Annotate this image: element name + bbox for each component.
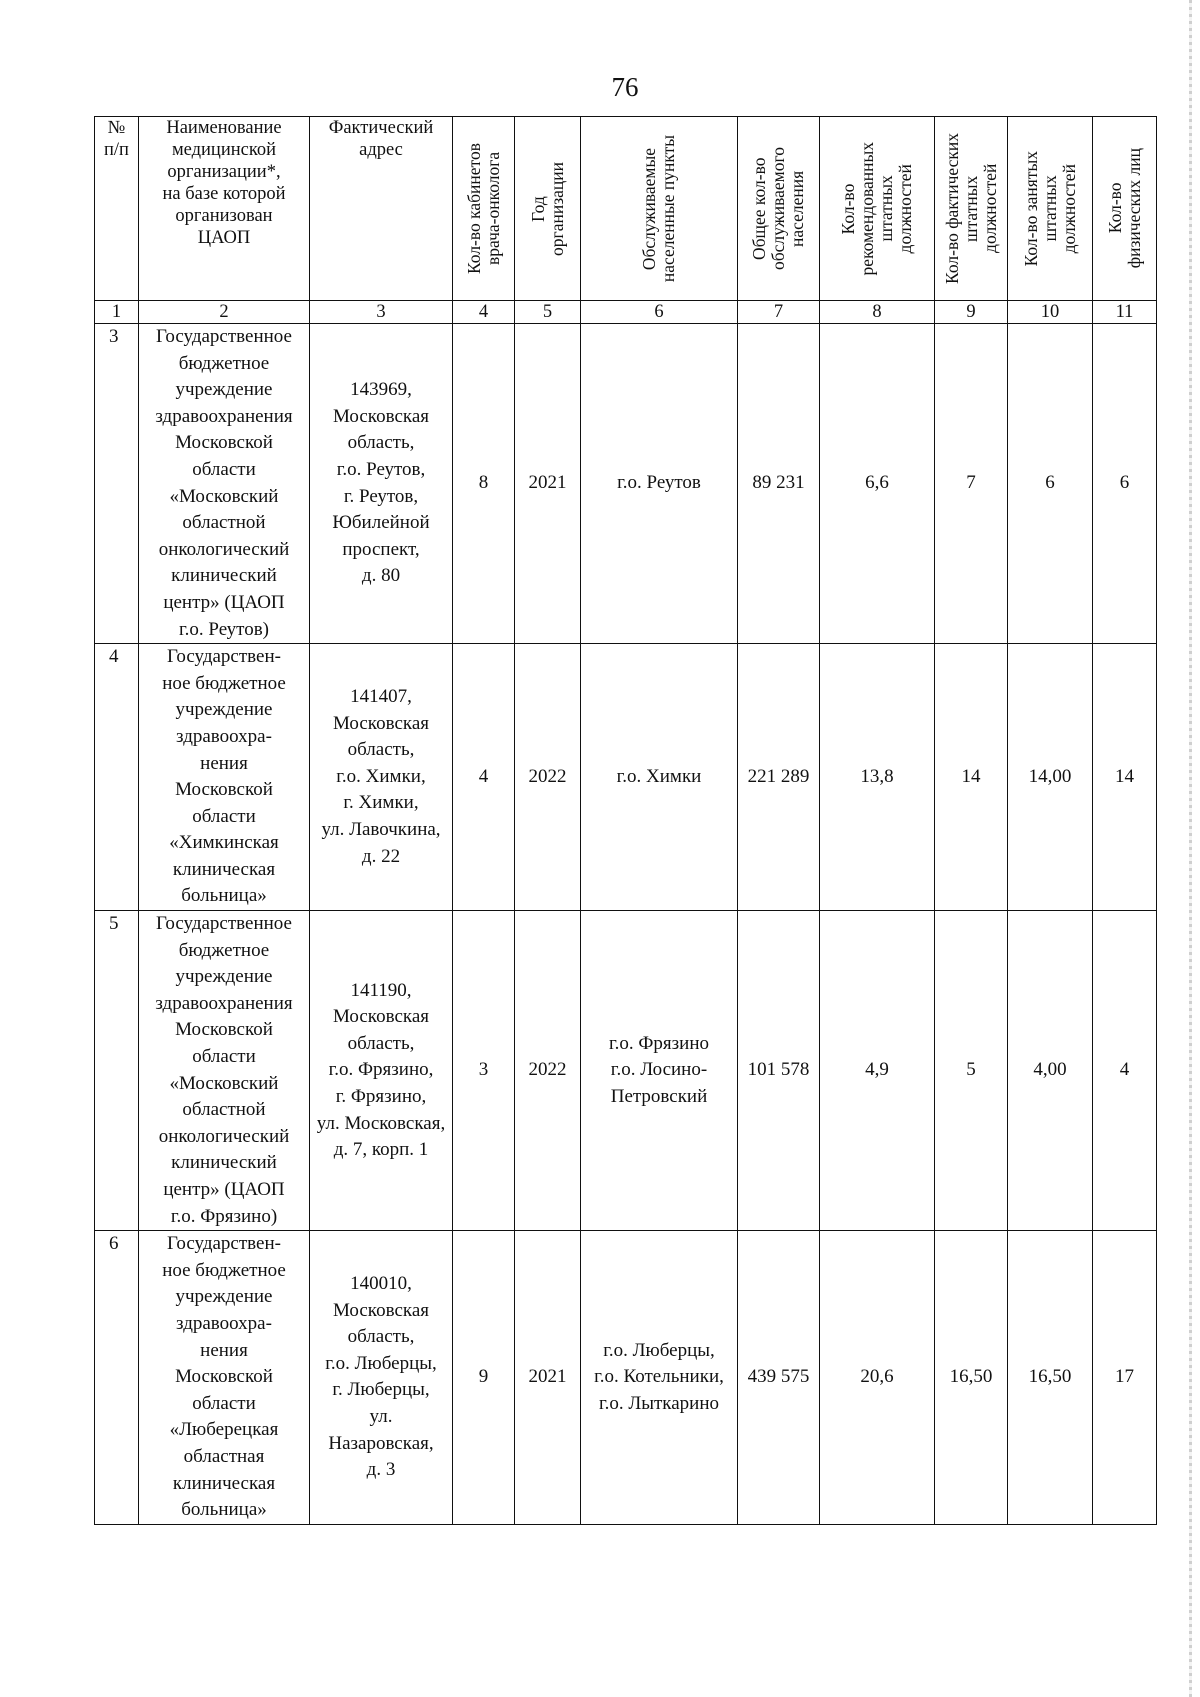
header-cell: Кол-во рекомендованных штатных должностей [820,117,935,301]
header-cell: Кол-во кабинетов врача-онколога [453,117,515,301]
table-row [95,324,1157,644]
cabinets: 3 [453,911,515,1231]
orgs-table [94,116,1157,1525]
occupied-positions: 4,00 [1008,911,1093,1231]
header-cell: Год организации [515,117,581,301]
address: 143969, Московская область, г.о. Реутов, г. Реутов, Юбилейной проспект, д. 80 [310,324,453,644]
year: 2022 [515,644,581,911]
column-number: 1 [95,301,139,324]
actual-positions: 14 [935,644,1008,911]
scan-edge [1189,0,1192,1697]
column-number: 2 [139,301,310,324]
address: 140010, Московская область, г.о. Люберцы, г. Люберцы, ул. Назаровская, д. 3 [310,1231,453,1525]
column-number: 3 [310,301,453,324]
header-cell: № п/п [95,117,139,301]
org-name: Государствен- ное бюджетное учреждение здравоохра- нения Московской области «Люберецкая областная клиническая больница» [139,1231,310,1525]
column-number: 8 [820,301,935,324]
org-name: Государственное бюджетное учреждение здравоохранения Московской области «Московский областной онкологический клинический центр» (ЦАОП г.о. Реутов) [139,324,310,644]
column-numbers-row [95,301,1157,324]
actual-positions: 7 [935,324,1008,644]
column-number: 10 [1008,301,1093,324]
population: 101 578 [738,911,820,1231]
column-number: 7 [738,301,820,324]
table-row [95,1231,1157,1525]
column-number: 9 [935,301,1008,324]
header-cell: Общее кол-во обслуживаемого населения [738,117,820,301]
settlements: г.о. Реутов [581,324,738,644]
column-number: 5 [515,301,581,324]
population: 439 575 [738,1231,820,1525]
address: 141407, Московская область, г.о. Химки, г. Химки, ул. Лавочкина, д. 22 [310,644,453,911]
settlements: г.о. Фрязино г.о. Лосино- Петровский [581,911,738,1231]
year: 2021 [515,324,581,644]
row-number: 4 [95,644,139,911]
persons: 6 [1093,324,1157,644]
address: 141190, Московская область, г.о. Фрязино, г. Фрязино, ул. Московская, д. 7, корп. 1 [310,911,453,1231]
population: 89 231 [738,324,820,644]
header-row [95,117,1157,301]
org-name: Государствен- ное бюджетное учреждение здравоохра- нения Московской области «Химкинская клиническая больница» [139,644,310,911]
column-number: 6 [581,301,738,324]
header-cell: Кол-во физических лиц [1093,117,1157,301]
persons: 14 [1093,644,1157,911]
occupied-positions: 6 [1008,324,1093,644]
org-name: Государственное бюджетное учреждение здравоохранения Московской области «Московский областной онкологический клинический центр» (ЦАОП г.о. Фрязино) [139,911,310,1231]
occupied-positions: 14,00 [1008,644,1093,911]
recommended-positions: 20,6 [820,1231,935,1525]
table-row [95,644,1157,911]
persons: 4 [1093,911,1157,1231]
population: 221 289 [738,644,820,911]
header-cell: Обслуживаемые населенные пункты [581,117,738,301]
cabinets: 8 [453,324,515,644]
header-cell: Фактический адрес [310,117,453,301]
actual-positions: 5 [935,911,1008,1231]
column-number: 11 [1093,301,1157,324]
cabinets: 4 [453,644,515,911]
year: 2021 [515,1231,581,1525]
cabinets: 9 [453,1231,515,1525]
table-row [95,911,1157,1231]
header-cell: Наименование медицинской организации*, на базе которой организован ЦАОП [139,117,310,301]
page-number: 76 [611,72,639,102]
persons: 17 [1093,1231,1157,1525]
recommended-positions: 6,6 [820,324,935,644]
actual-positions: 16,50 [935,1231,1008,1525]
header-cell: Кол-во фактических штатных должностей [935,117,1008,301]
row-number: 6 [95,1231,139,1525]
recommended-positions: 13,8 [820,644,935,911]
year: 2022 [515,911,581,1231]
header-cell: Кол-во занятых штатных должностей [1008,117,1093,301]
recommended-positions: 4,9 [820,911,935,1231]
column-number: 4 [453,301,515,324]
row-number: 3 [95,324,139,644]
occupied-positions: 16,50 [1008,1231,1093,1525]
row-number: 5 [95,911,139,1231]
settlements: г.о. Химки [581,644,738,911]
settlements: г.о. Люберцы, г.о. Котельники, г.о. Лыткарино [581,1231,738,1525]
